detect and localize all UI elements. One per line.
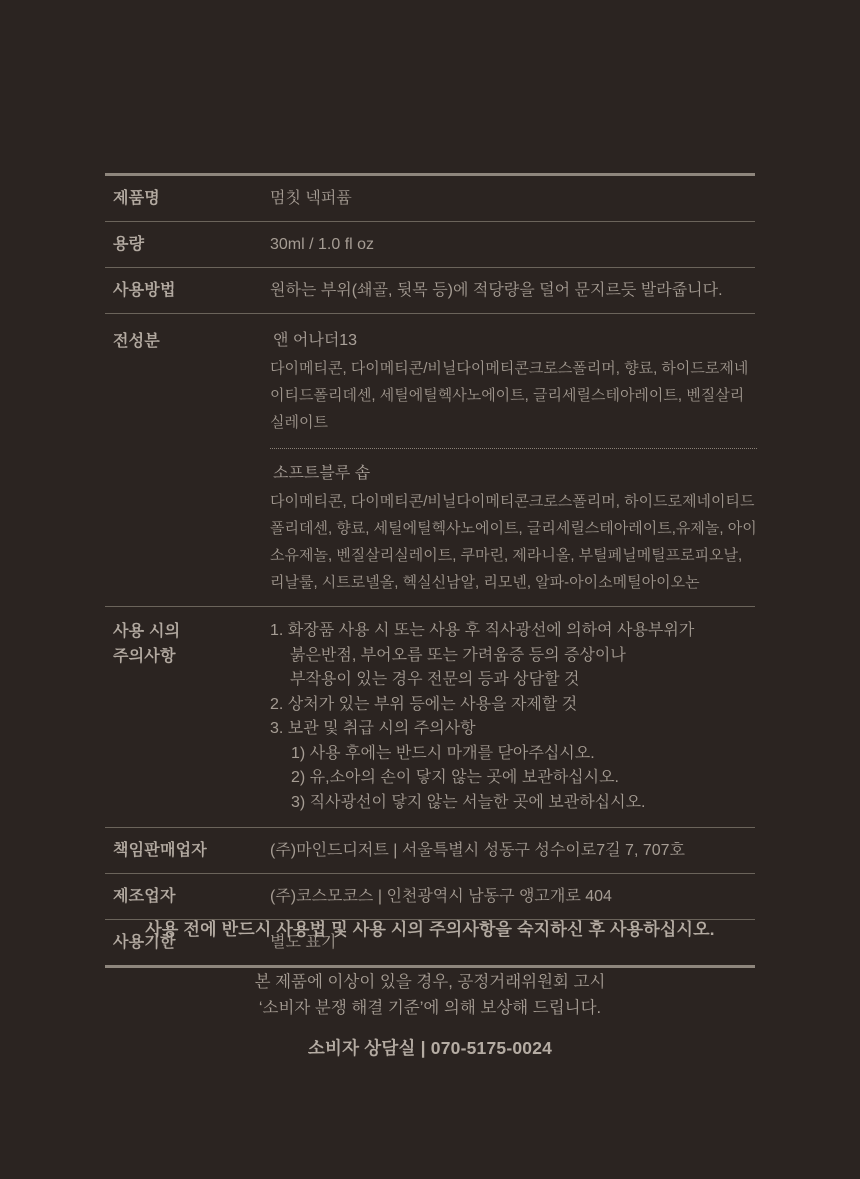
volume-label: 용량 bbox=[113, 236, 145, 253]
usage-label: 사용방법 bbox=[113, 282, 176, 299]
row-usage bbox=[105, 268, 755, 314]
precaution-line: 2) 유,소아의 손이 닿지 않는 곳에 보관하십시오. bbox=[291, 769, 619, 786]
expiry-label: 사용기한 bbox=[113, 934, 176, 951]
precaution-line: 2. 상처가 있는 부위 등에는 사용을 자제할 것 bbox=[270, 695, 578, 713]
seller-value: (주)마인드디저트 | 서울특별시 성동구 성수이로7길 7, 707호 bbox=[270, 842, 685, 859]
expiry-value: 별도 표기 bbox=[270, 934, 337, 951]
precaution-line: 1. 화장품 사용 시 또는 사용 후 직사광선에 의하여 사용부위가 bbox=[270, 622, 695, 639]
precaution-line: 부작용이 있는 경우 전문의 등과 상담할 것 bbox=[290, 671, 580, 688]
precautions-label bbox=[113, 619, 270, 669]
usage-warning-notice: 사용 전에 반드시 사용법 및 사용 시의 주의사항을 숙지하신 후 사용하십시오. bbox=[145, 920, 715, 939]
footer-notices bbox=[0, 915, 860, 1060]
row-manufacturer bbox=[105, 874, 755, 920]
customer-service-line: 소비자 상담실 | 070-5175-0024 bbox=[307, 1038, 553, 1058]
seller-label: 책임판매업자 bbox=[113, 842, 207, 859]
compensation-line2: ‘소비자 분쟁 해결 기준’에 의해 보상해 드립니다. bbox=[258, 999, 602, 1017]
row-precautions bbox=[105, 607, 755, 828]
precautions-label-line2: 주의사항 bbox=[113, 648, 176, 665]
row-ingredients bbox=[105, 314, 755, 607]
usage-value: 원하는 부위(쇄골, 뒷목 등)에 적당량을 덜어 문지르듯 발라줍니다. bbox=[270, 282, 723, 299]
precaution-line: 1) 사용 후에는 반드시 마개를 닫아주십시오. bbox=[291, 744, 595, 762]
row-seller bbox=[105, 828, 755, 874]
manufacturer-label: 제조업자 bbox=[113, 888, 176, 905]
product-info-table bbox=[105, 173, 755, 968]
precaution-line: 3. 보관 및 취급 시의 주의사항 bbox=[270, 720, 476, 737]
ingredient-group-list: 다이메티콘, 다이메티콘/비닐다이메티콘크로스폴리머, 하이드로제네이티드폴리데센, 향료, 세틸에틸헥사노에이트, 글리세릴스테아레이트,유제놀, 아이소유제놀, 벤질살리실레이트, 쿠마린, 제라니올, 부틸페닐메틸프로피오날, 리날룰, 시트로넬올, 헥실신남알, 리모넨, 알파-아이소메틸아이오논 bbox=[270, 493, 757, 591]
row-volume bbox=[105, 222, 755, 268]
ingredient-group-name: 소프트블루 솝 bbox=[273, 465, 371, 482]
ingredient-group-soft-blue-soap bbox=[270, 460, 757, 596]
precaution-line: 3) 직사광선이 닿지 않는 서늘한 곳에 보관하십시오. bbox=[291, 793, 646, 811]
volume-value: 30ml / 1.0 fl oz bbox=[270, 236, 375, 253]
row-product-name bbox=[105, 176, 755, 222]
compensation-notice bbox=[0, 969, 860, 1021]
manufacturer-value: (주)코스모코스 | 인천광역시 남동구 앵고개로 404 bbox=[270, 888, 612, 905]
ingredient-group-an-another13 bbox=[270, 327, 757, 436]
precautions-label-line1: 사용 시의 bbox=[113, 623, 181, 640]
product-name-value: 멈칫 넥퍼퓸 bbox=[270, 190, 352, 207]
ingredients-dotted-divider bbox=[270, 448, 757, 449]
product-name-label: 제품명 bbox=[113, 190, 160, 207]
precaution-line: 붉은반점, 부어오름 또는 가려움증 등의 증상이나 bbox=[290, 646, 626, 664]
ingredient-group-name: 앤 어나더13 bbox=[273, 332, 358, 349]
ingredient-group-list: 다이메티콘, 다이메티콘/비닐다이메티콘크로스폴리머, 향료, 하이드로제네이티드폴리데센, 세틸에틸헥사노에이트, 글리세릴스테아레이트, 벤질살리실레이트 bbox=[270, 360, 749, 431]
ingredients-label: 전성분 bbox=[113, 333, 160, 350]
precautions-value bbox=[270, 619, 755, 815]
ingredients-value bbox=[270, 327, 757, 596]
compensation-line1: 본 제품에 이상이 있을 경우, 공정거래위원회 고시 bbox=[254, 973, 606, 991]
